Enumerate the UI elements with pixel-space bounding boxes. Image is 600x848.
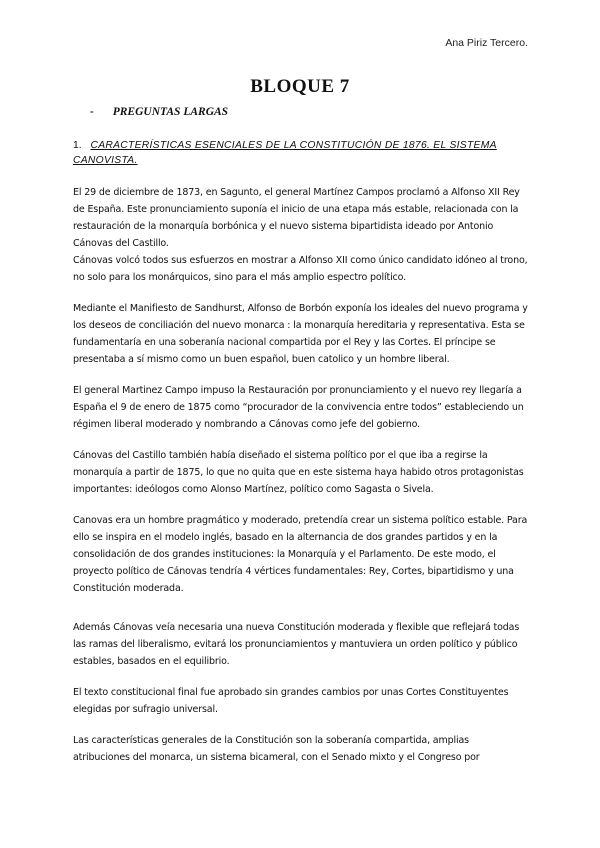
paragraph: Canovas era un hombre pragmático y moderado, pretendía crear un sistema político estable. Para ello se inspira en el modelo inglés, basado en la alternancia de dos grandes partidos y en la consolidación de dos grandes instituciones: la Monarquía y el Parlamento. De este modo, el proyecto político de Cánovas tendría 4 vértices fundamentales: Rey, Cortes, bipartidismo y una Constitución moderada. [73,515,528,594]
author-name: Ana Piriz Tercero. [445,37,528,49]
paragraph: Cánovas volcó todos sus esfuerzos en mostrar a Alfonso XII como único candidato idóneo al trono, no solo para los monárquicos, sino para el más amplio espectro político. [73,255,528,283]
paragraph: Cánovas del Castillo también había diseñado el sistema político por el que iba a regirse la monarquía a partir de 1875, lo que no quita que en este sistema haya habido otros protagonistas importantes: ideólogos como Alonso Martínez, político como Sagasta o Sivela. [73,450,524,495]
paragraph: El texto constitucional final fue aprobado sin grandes cambios por unas Cortes Constituyentes elegidas por sufragio universal. [73,687,509,715]
paragraph: Las características generales de la Constitución son la soberanía compartida, amplias atribuciones del monarca, un sistema bicameral, con el Senado mixto y el Congreso por [73,735,480,763]
paragraph: Además Cánovas veía necesaria una nueva Constitución moderada y flexible que reflejará todas las ramas del liberalismo, evitará los pronunciamientos y mantuviera un orden político y público estables, basados en el equilibrio. [73,622,520,667]
subtitle-text: PREGUNTAS LARGAS [112,106,229,118]
page-title: BLOQUE 7 [250,76,350,97]
question-number: 1. [73,140,82,151]
question-heading [73,138,513,168]
paragraph: El 29 de diciembre de 1873, en Sagunto, el general Martínez Campos proclamó a Alfonso XII Rey de España. Este pronunciamiento suponía el inicio de una etapa más estable, relacionada con la restauración de la monarquía borbónica y el nuevo sistema bipartidista ideado por Antonio Cánovas del Castillo. [73,187,520,249]
section-subtitle [90,106,228,118]
question-title: CARACTERÍSTICAS ESENCIALES DE LA CONSTITUCIÓN DE 1876. EL SISTEMA CANOVISTA. [73,140,497,166]
paragraph: El general Martinez Campo impuso la Restauración por pronunciamiento y el nuevo rey llegaría a España el 9 de enero de 1875 como “procurador de la convivencia entre todos” estableciendo un régimen liberal moderado y nombrando a Cánovas como jefe del gobierno. [73,385,524,430]
document-body [73,184,528,780]
subtitle-dash: - [90,106,94,118]
paragraph: Mediante el Manifiesto de Sandhurst, Alfonso de Borbón exponía los ideales del nuevo programa y los deseos de conciliación del nuevo monarca : la monarquía hereditaria y representativa. Esta se fundamentaría en una soberanía nacional compartida por el Rey y las Cortes. El príncipe se presentaba a sí mismo como un buen español, buen catolico y un hombre liberal. [73,303,528,365]
